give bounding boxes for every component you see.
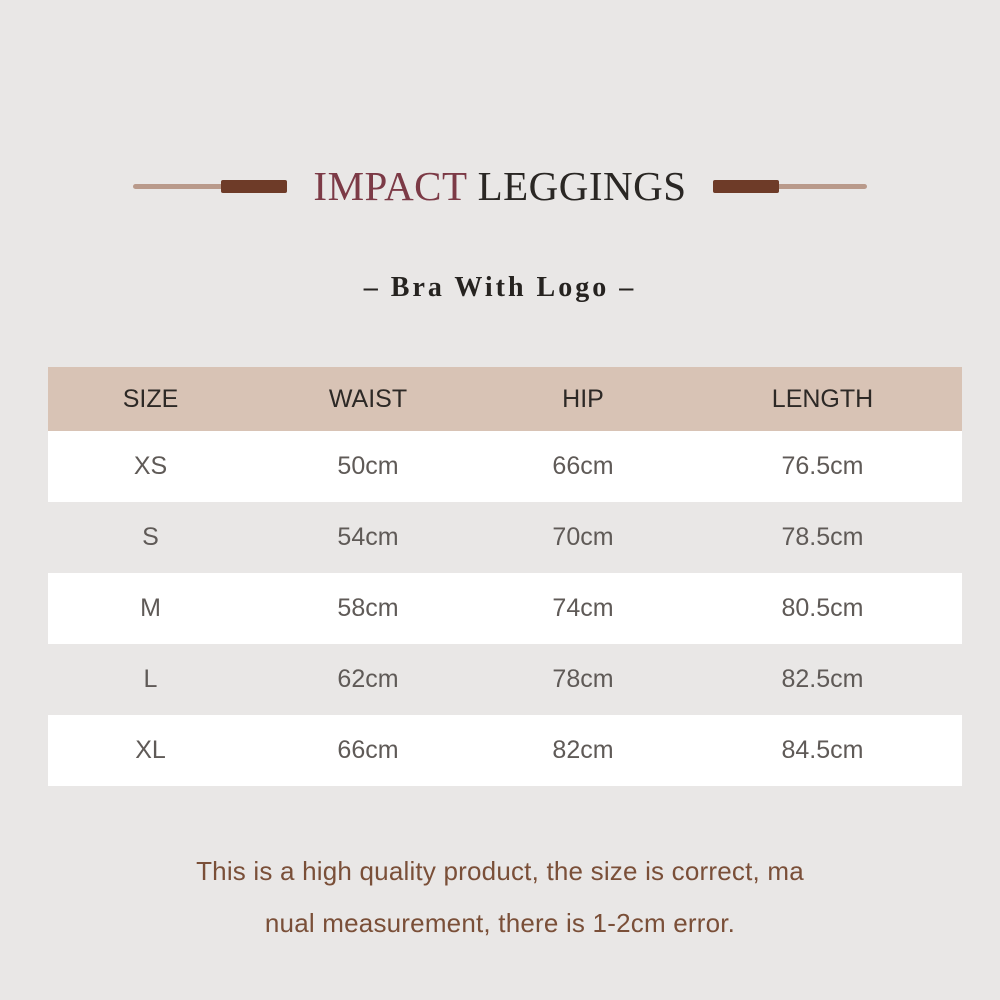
cell-hip: 66cm (552, 452, 614, 480)
page-subtitle: – Bra With Logo – (363, 272, 637, 303)
column-header-hip: HIP (562, 384, 604, 413)
cell-size: XL (135, 736, 166, 764)
title-rule-left (133, 179, 287, 193)
cell-length: 78.5cm (781, 523, 864, 551)
cell-waist: 58cm (337, 594, 399, 622)
cell-waist: 62cm (337, 665, 399, 693)
cell-hip: 78cm (552, 665, 614, 693)
rule-thin-right (779, 184, 867, 189)
cell-waist: 66cm (337, 736, 399, 764)
page-title-accent: IMPACT (313, 163, 467, 209)
column-header-waist: WAIST (328, 384, 408, 413)
cell-hip: 82cm (552, 736, 614, 764)
cell-size: XS (133, 452, 168, 480)
table-row (48, 502, 962, 573)
column-header-length: LENGTH (771, 384, 874, 413)
disclaimer-note (0, 845, 1000, 949)
cell-length: 76.5cm (781, 452, 864, 480)
column-header-size: SIZE (122, 384, 179, 413)
cell-size: L (143, 665, 158, 693)
title-row (0, 150, 1000, 222)
cell-hip: 74cm (552, 594, 614, 622)
cell-length: 82.5cm (781, 665, 864, 693)
page-title-rest: LEGGINGS (466, 163, 687, 209)
cell-size: M (140, 594, 161, 622)
table-header-row (48, 367, 962, 431)
disclaimer-line-1: This is a high quality product, the size is correct, ma (196, 856, 804, 886)
table-row (48, 431, 962, 502)
disclaimer-line-2: nual measurement, there is 1-2cm error. (264, 908, 736, 938)
title-rule-right (713, 179, 867, 193)
rule-thick-right (713, 180, 779, 193)
cell-length: 80.5cm (781, 594, 864, 622)
size-table (48, 367, 962, 786)
table-row (48, 715, 962, 786)
rule-thin-left (133, 184, 221, 189)
rule-thick-left (221, 180, 287, 193)
page-title (287, 162, 712, 210)
cell-waist: 50cm (337, 452, 399, 480)
table-row (48, 573, 962, 644)
cell-size: S (142, 523, 159, 551)
cell-hip: 70cm (552, 523, 614, 551)
cell-waist: 54cm (337, 523, 399, 551)
table-row (48, 644, 962, 715)
cell-length: 84.5cm (781, 736, 864, 764)
